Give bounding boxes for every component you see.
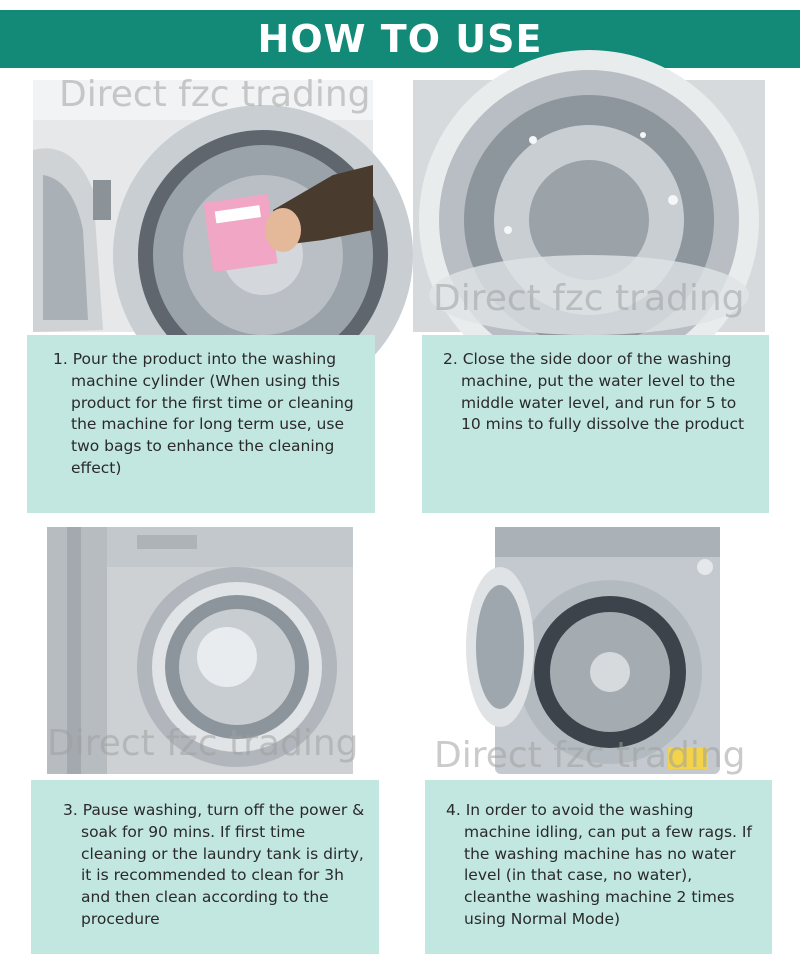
watermark: Direct fzc trading xyxy=(433,278,745,319)
step-4-photo xyxy=(434,527,746,776)
step-2-photo xyxy=(413,80,765,332)
step-3-photo xyxy=(47,527,359,774)
header-banner xyxy=(0,10,800,68)
step-1-card xyxy=(27,335,375,513)
watermark: Direct fzc trading xyxy=(59,74,371,115)
step-4-card xyxy=(425,780,772,954)
step-1-text: 1. Pour the product into the washing machine cylinder (When using this product for the first time or cleaning the machine for long term use, use two bags to enhance the cleaning effect) xyxy=(53,350,354,477)
step-3-card xyxy=(31,780,379,954)
step-2-card xyxy=(422,335,769,513)
watermark: Direct fzc trading xyxy=(47,723,359,764)
step-4-text: 4. In order to avoid the washing machine idling, can put a few rags. If the washing machine has no water level (in that case, no water), cleanthe washing machine 2 times using Normal Mode) xyxy=(446,801,752,928)
page-title: HOW TO USE xyxy=(257,17,543,61)
step-3-text: 3. Pause washing, turn off the power & soak for 90 mins. If first time cleaning or the laundry tank is dirty, it is recommended to clean for 3h and then clean according to the procedure xyxy=(63,801,365,928)
step-2-text: 2. Close the side door of the washing machine, put the water level to the middle water level, and run for 5 to 10 mins to fully dissolve the product xyxy=(443,350,745,434)
watermark: Direct fzc trading xyxy=(434,735,746,776)
step-1-photo xyxy=(33,74,373,332)
